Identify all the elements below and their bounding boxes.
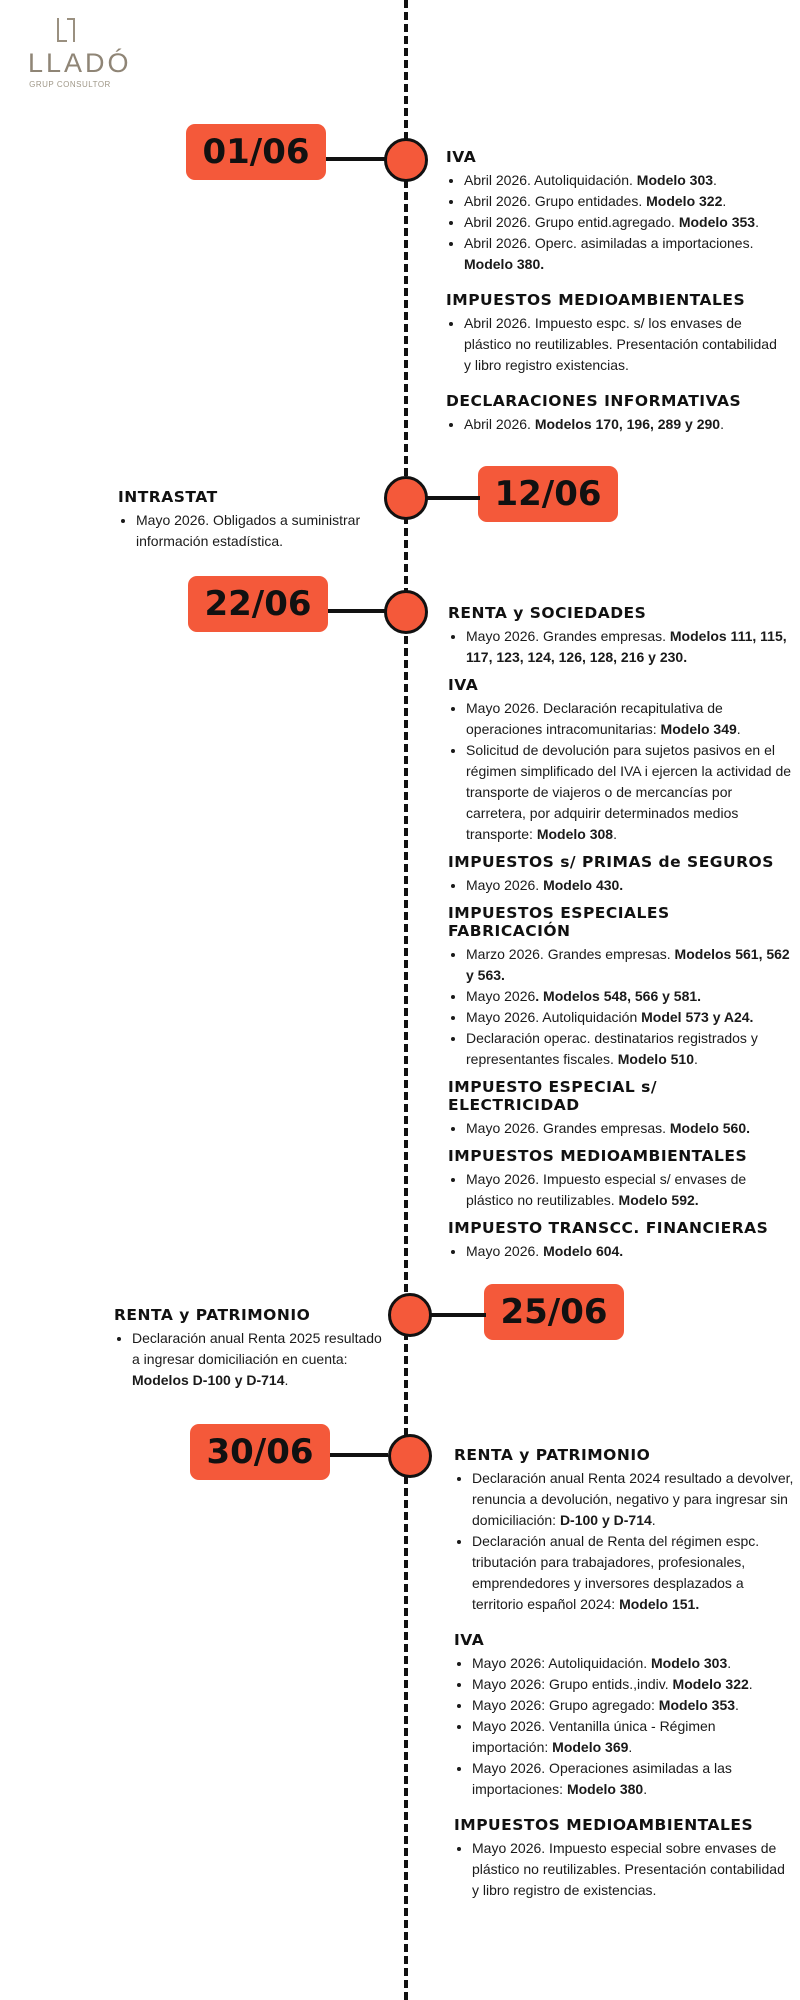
item-text: Mayo 2026: Grupo entids.,indiv. <box>472 1676 673 1692</box>
date-badge-2506: 25/06 <box>484 1284 624 1340</box>
section-title: IVA <box>446 148 477 166</box>
item-end: . <box>651 1512 656 1528</box>
list-item <box>464 170 786 191</box>
item-model: Modelo 604. <box>543 1243 624 1259</box>
item-end: . <box>628 1739 633 1755</box>
section-list <box>454 1838 794 1901</box>
item-text: Mayo 2026: Grupo agregado: <box>472 1697 659 1713</box>
item-text: Mayo 2026. Impuesto especial sobre envases de plástico no reutilizables. Presentación contabilidad y libro registro de existencias. <box>472 1840 785 1898</box>
section <box>454 1446 794 1615</box>
timeline-dot <box>388 1293 432 1337</box>
section <box>448 1219 792 1262</box>
item-text: Abril 2026. Autoliquidación. <box>464 172 637 188</box>
item-text: Marzo 2026. Grandes empresas. <box>466 946 675 962</box>
item-model: Modelo 308 <box>536 826 614 842</box>
connector <box>428 1313 486 1317</box>
list-item <box>466 944 792 986</box>
section-list <box>118 510 380 552</box>
list-item <box>472 1531 794 1615</box>
item-end: . <box>643 1781 648 1797</box>
logo-name: LLADÓ <box>28 48 132 78</box>
list-item <box>464 414 786 435</box>
item-end: . <box>613 826 617 842</box>
list-item <box>132 1328 384 1391</box>
list-item <box>472 1653 794 1674</box>
list-item <box>466 1028 792 1070</box>
section-title: DECLARACIONES INFORMATIVAS <box>446 392 742 410</box>
list-item <box>466 875 792 896</box>
list-item <box>466 626 792 668</box>
section-list <box>448 1169 792 1211</box>
item-text: Abril 2026. Impuesto espc. s/ los envases de plástico no reutilizables. Presentación contabilidad y libro registro existencias. <box>464 315 777 373</box>
item-end: . <box>722 193 727 209</box>
section-title: IMPUESTOS MEDIOAMBIENTALES <box>448 1147 748 1165</box>
item-text: Mayo 2026. Operaciones asimiladas a las importaciones: <box>472 1760 732 1797</box>
list-item <box>466 1118 792 1139</box>
date-badge-2206: 22/06 <box>188 576 328 632</box>
item-text: Declaración anual Renta 2024 resultado a devolver, renuncia a devolución, negativo y para ingresar sin domiciliación: <box>472 1470 794 1528</box>
section-list <box>448 875 792 896</box>
item-text: Mayo 2026. Autoliquidación <box>466 1009 642 1025</box>
item-text: Mayo 2026: Autoliquidación. <box>472 1655 652 1671</box>
list-item <box>466 1241 792 1262</box>
list-item <box>464 313 786 376</box>
list-item <box>464 233 786 275</box>
section-list <box>448 1241 792 1262</box>
list-item <box>464 191 786 212</box>
item-text: Mayo 2026. Impuesto especial s/ envases de plástico no reutilizables. <box>466 1171 747 1208</box>
block-2206 <box>448 604 792 1270</box>
item-model: Modelo 353 <box>658 1697 736 1713</box>
item-model: Modelo 322 <box>646 193 723 209</box>
list-item <box>466 740 792 845</box>
date-badge-3006: 30/06 <box>190 1424 330 1480</box>
section <box>448 904 792 1070</box>
list-item <box>472 1838 794 1901</box>
logo-subtitle: GRUP CONSULTOR <box>29 80 111 89</box>
section-title: IMPUESTOS MEDIOAMBIENTALES <box>446 291 746 309</box>
item-model: Modelos D-100 y D-714 <box>132 1372 285 1388</box>
section-list <box>446 414 786 435</box>
item-end: . <box>748 1676 753 1692</box>
date-badge-1206: 12/06 <box>478 466 618 522</box>
section-title: RENTA y SOCIEDADES <box>448 604 647 622</box>
section-title: IMPUESTOS s/ PRIMAS de SEGUROS <box>448 853 774 871</box>
item-text: Declaración anual de Renta del régimen espc. tributación para trabajadores, profesionales, emprendedores y inversores desplazados a territorio español 2024: <box>472 1533 760 1612</box>
item-model: Modelo 369 <box>552 1739 629 1755</box>
item-model: Modelo 380 <box>566 1781 644 1797</box>
list-item <box>472 1716 794 1758</box>
item-text: Abril 2026. Grupo entidades. <box>464 193 647 209</box>
item-text: Mayo 2026. Declaración recapitulativa de operaciones intracomunitarias: <box>466 700 723 737</box>
date-badge-0106: 01/06 <box>186 124 326 180</box>
item-text: Mayo 2026. Obligados a suministrar información estadística. <box>136 512 361 549</box>
timeline-dot <box>384 476 428 520</box>
section-list <box>448 698 792 845</box>
list-item <box>464 212 786 233</box>
item-model: . Modelos 548, 566 y 581. <box>535 988 702 1004</box>
item-text: Solicitud de devolución para sujetos pasivos en el régimen simplificado del IVA i ejercen la actividad de transporte de viajeros o de mercancías por carretera, por adquirir determinados medios transporte: <box>466 742 792 842</box>
block-1206 <box>118 488 380 560</box>
list-item <box>466 1169 792 1211</box>
item-text: Mayo 2026. Grandes empresas. <box>466 628 670 644</box>
list-item <box>466 698 792 740</box>
item-text: Abril 2026. Operc. asimiladas a importaciones. <box>464 235 754 251</box>
block-2506 <box>114 1306 384 1399</box>
list-item <box>466 1007 792 1028</box>
list-item <box>472 1695 794 1716</box>
item-text: Mayo 2026. Grandes empresas. <box>466 1120 670 1136</box>
connector <box>328 609 386 613</box>
item-model: Modelos 561, 562 y 563. <box>466 946 790 983</box>
item-text: Declaración anual Renta 2025 resultado a ingresar domiciliación en cuenta: <box>132 1330 382 1367</box>
section-title: IMPUESTOS ESPECIALES FABRICACIÓN <box>448 904 670 940</box>
item-end: . <box>713 172 717 188</box>
section-title: RENTA y PATRIMONIO <box>114 1306 311 1324</box>
section <box>454 1816 794 1901</box>
item-model: Modelos 111, 115, 117, 123, 124, 126, 128, 216 y 230. <box>466 628 787 665</box>
item-end: . <box>736 721 741 737</box>
item-text: Abril 2026. Grupo entid.agregado. <box>464 214 679 230</box>
connector <box>424 496 480 500</box>
list-item <box>472 1758 794 1800</box>
timeline-dot <box>384 590 428 634</box>
section-list <box>448 626 792 668</box>
item-text: Mayo 2026. <box>466 1243 544 1259</box>
section-title: IVA <box>454 1631 485 1649</box>
section <box>448 1147 792 1211</box>
section <box>448 1078 792 1139</box>
item-model: Modelo 510 <box>617 1051 694 1067</box>
section-title: INTRASTAT <box>118 488 218 506</box>
item-end: . <box>727 1655 732 1671</box>
section-list <box>446 170 786 275</box>
item-text: Mayo 2026. <box>466 877 544 893</box>
section <box>446 148 786 275</box>
section-title: IMPUESTO ESPECIAL s/ ELECTRICIDAD <box>448 1078 658 1114</box>
section-list <box>114 1328 384 1391</box>
timeline-line <box>404 0 408 2000</box>
item-model: Modelo 349 <box>660 721 737 737</box>
connector <box>326 157 386 161</box>
section <box>448 676 792 845</box>
section-list <box>448 1118 792 1139</box>
item-end: . <box>284 1372 289 1388</box>
section <box>118 488 380 552</box>
timeline-dot <box>388 1434 432 1478</box>
section-list <box>446 313 786 376</box>
item-end: . <box>735 1697 739 1713</box>
item-end: . <box>720 416 724 432</box>
section-list <box>448 944 792 1070</box>
item-model: Modelo 430. <box>543 877 624 893</box>
logo <box>28 16 132 89</box>
section <box>448 604 792 668</box>
section <box>114 1306 384 1391</box>
item-model: Modelo 353 <box>678 214 756 230</box>
list-item <box>472 1468 794 1531</box>
item-model: D-100 y D-714 <box>559 1512 652 1528</box>
connector <box>330 1453 388 1457</box>
item-text: Abril 2026. <box>464 416 535 432</box>
item-end: . <box>694 1051 698 1067</box>
section <box>448 853 792 896</box>
timeline-dot <box>384 138 428 182</box>
section-title: IMPUESTO TRANSCC. FINANCIERAS <box>448 1219 769 1237</box>
item-model: Modelo 303 <box>636 172 714 188</box>
item-model: Modelo 322 <box>672 1676 749 1692</box>
block-0106 <box>446 148 786 451</box>
item-text: Mayo 2026. Ventanilla única - Régimen importación: <box>472 1718 716 1755</box>
section-list <box>454 1468 794 1615</box>
item-model: Modelo 560. <box>669 1120 751 1136</box>
item-end: . <box>755 214 759 230</box>
item-model: Modelo 303 <box>651 1655 728 1671</box>
section <box>454 1631 794 1800</box>
block-3006 <box>454 1446 794 1917</box>
item-model: Modelo 380. <box>464 256 545 272</box>
item-model: Modelo 151. <box>619 1596 700 1612</box>
section-title: IMPUESTOS MEDIOAMBIENTALES <box>454 1816 754 1834</box>
section-title: RENTA y PATRIMONIO <box>454 1446 651 1464</box>
item-text: Mayo 2026 <box>466 988 536 1004</box>
list-item <box>472 1674 794 1695</box>
logo-mark-icon <box>55 16 85 46</box>
item-model: Modelo 592. <box>618 1192 699 1208</box>
item-text: Declaración operac. destinatarios registrados y representantes fiscales. <box>466 1030 758 1067</box>
list-item <box>136 510 380 552</box>
item-model: Modelos 170, 196, 289 y 290 <box>534 416 721 432</box>
section <box>446 392 786 435</box>
section-title: IVA <box>448 676 479 694</box>
section <box>446 291 786 376</box>
item-model: Model 573 y A24. <box>641 1009 754 1025</box>
section-list <box>454 1653 794 1800</box>
list-item <box>466 986 792 1007</box>
